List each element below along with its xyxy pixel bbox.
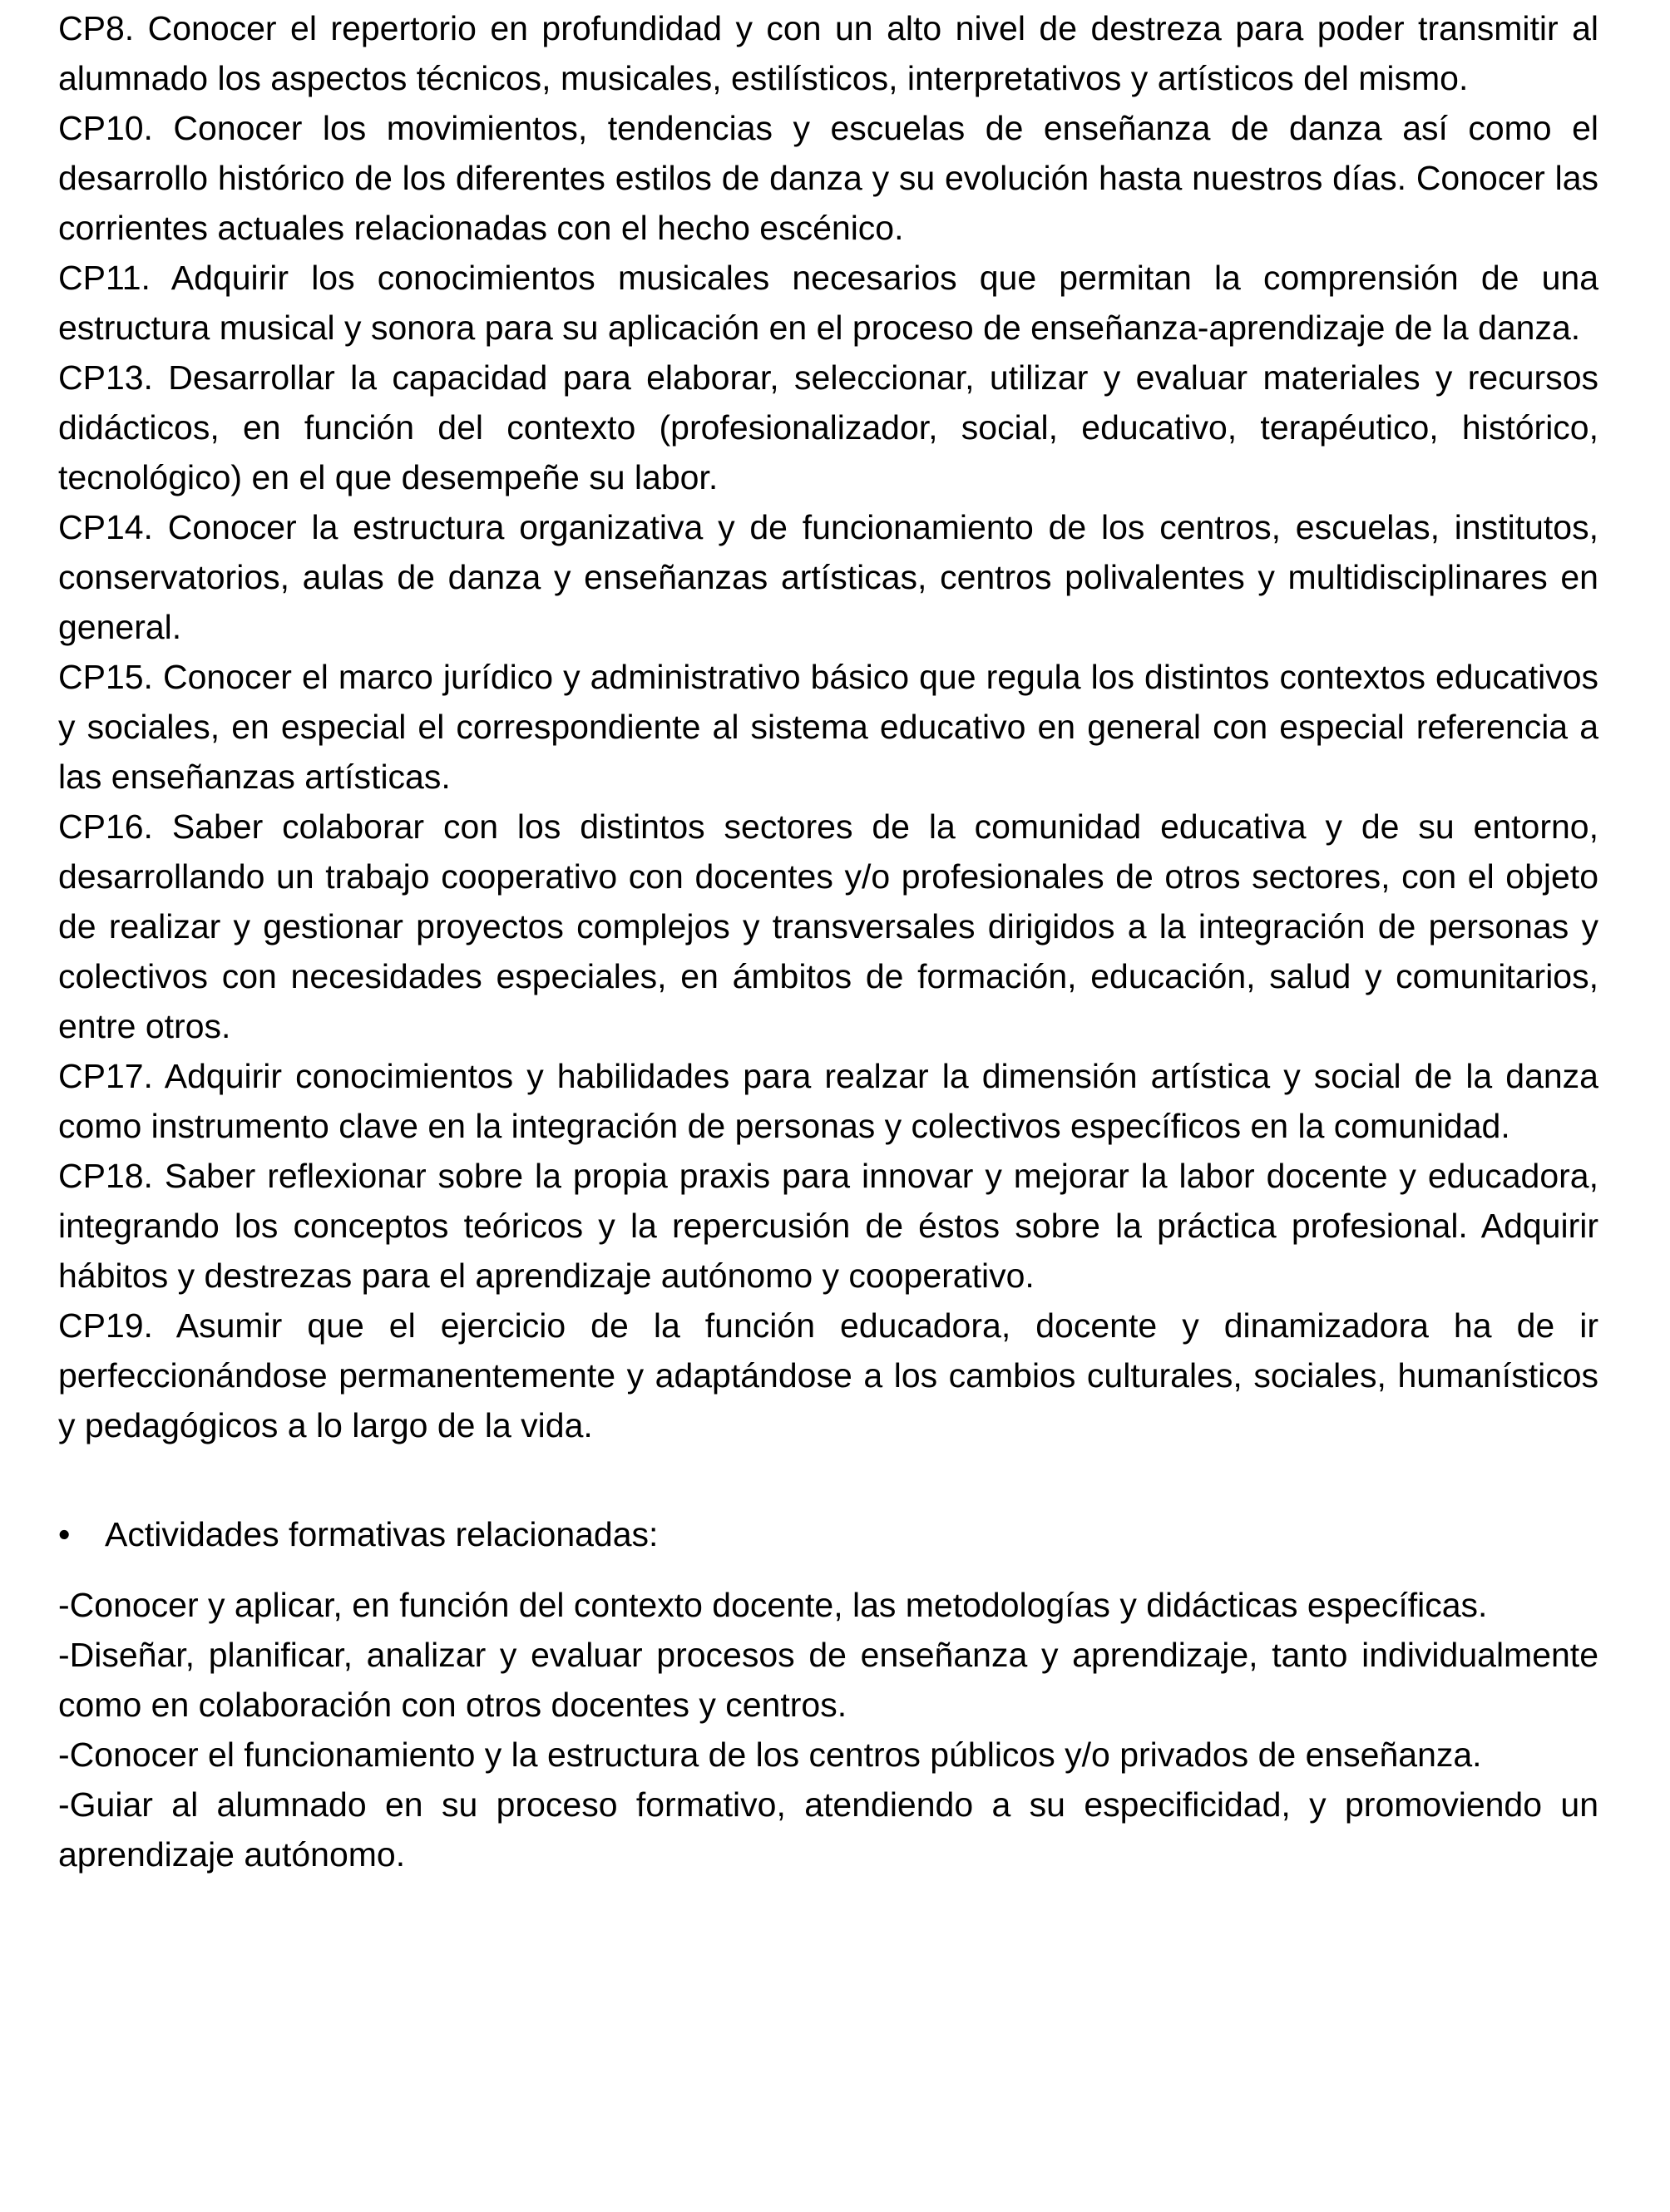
competency-cp11: CP11. Adquirir los conocimientos musicales necesarios que permitan la comprensión de una estructura musical y sonora para su aplicación en el proceso de enseñanza-aprendizaje de la danza. <box>58 259 1598 347</box>
activity-item: -Conocer el funcionamiento y la estructura de los centros públicos y/o privados de enseñanza. <box>58 1736 1482 1774</box>
competency-cp8: CP8. Conocer el repertorio en profundidad y con un alto nivel de destreza para poder transmitir al alumnado los aspectos técnicos, musicales, estilísticos, interpretativos y artísticos del mismo. <box>58 9 1598 97</box>
competency-cp19: CP19. Asumir que el ejercicio de la función educadora, docente y dinamizadora ha de ir perfeccionándose permanentemente y adaptándose a los cambios culturales, sociales, humanísticos y pedagógicos a lo largo de la vida. <box>58 1306 1598 1444</box>
competency-cp18: CP18. Saber reflexionar sobre la propia praxis para innovar y mejorar la labor docente y educadora, integrando los conceptos teóricos y la repercusión de éstos sobre la práctica profesional. Adquirir hábitos y destrezas para el aprendizaje autónomo y cooperativo. <box>58 1157 1598 1295</box>
activities-heading-row <box>58 1509 1598 1559</box>
activity-item: -Diseñar, planificar, analizar y evaluar procesos de enseñanza y aprendizaje, tanto individualmente como en colaboración con otros docentes y centros. <box>58 1636 1598 1724</box>
competency-list <box>58 3 1598 1450</box>
activity-item: -Conocer y aplicar, en función del contexto docente, las metodologías y didácticas específicas. <box>58 1586 1488 1624</box>
competency-cp10: CP10. Conocer los movimientos, tendencias y escuelas de enseñanza de danza así como el desarrollo histórico de los diferentes estilos de danza y su evolución hasta nuestros días. Conocer las corrientes actuales relacionadas con el hecho escénico. <box>58 109 1598 247</box>
activities-list <box>58 1580 1598 1879</box>
competency-cp13: CP13. Desarrollar la capacidad para elaborar, seleccionar, utilizar y evaluar materiales y recursos didácticos, en función del contexto (profesionalizador, social, educativo, terapéutico, histórico, tecnológico) en el que desempeñe su labor. <box>58 358 1598 496</box>
bullet-icon: • <box>58 1515 71 1553</box>
competency-cp16: CP16. Saber colaborar con los distintos sectores de la comunidad educativa y de su entorno, desarrollando un trabajo cooperativo con docentes y/o profesionales de otros sectores, con el objeto de realizar y gestionar proyectos complejos y transversales dirigidos a la integración de personas y colectivos con necesidades especiales, en ámbitos de formación, educación, salud y comunitarios, entre otros. <box>58 807 1598 1045</box>
competency-cp17: CP17. Adquirir conocimientos y habilidades para realzar la dimensión artística y social de la danza como instrumento clave en la integración de personas y colectivos específicos en la comunidad. <box>58 1057 1598 1145</box>
activities-heading: Actividades formativas relacionadas: <box>105 1515 659 1553</box>
document-content <box>58 3 1598 1879</box>
competency-cp14: CP14. Conocer la estructura organizativa y de funcionamiento de los centros, escuelas, institutos, conservatorios, aulas de danza y enseñanzas artísticas, centros polivalentes y multidisciplinares en general. <box>58 508 1598 646</box>
competency-cp15: CP15. Conocer el marco jurídico y administrativo básico que regula los distintos contextos educativos y sociales, en especial el correspondiente al sistema educativo en general con especial referencia a las enseñanzas artísticas. <box>58 658 1598 796</box>
activity-item: -Guiar al alumnado en su proceso formativo, atendiendo a su especificidad, y promoviendo un aprendizaje autónomo. <box>58 1785 1598 1874</box>
